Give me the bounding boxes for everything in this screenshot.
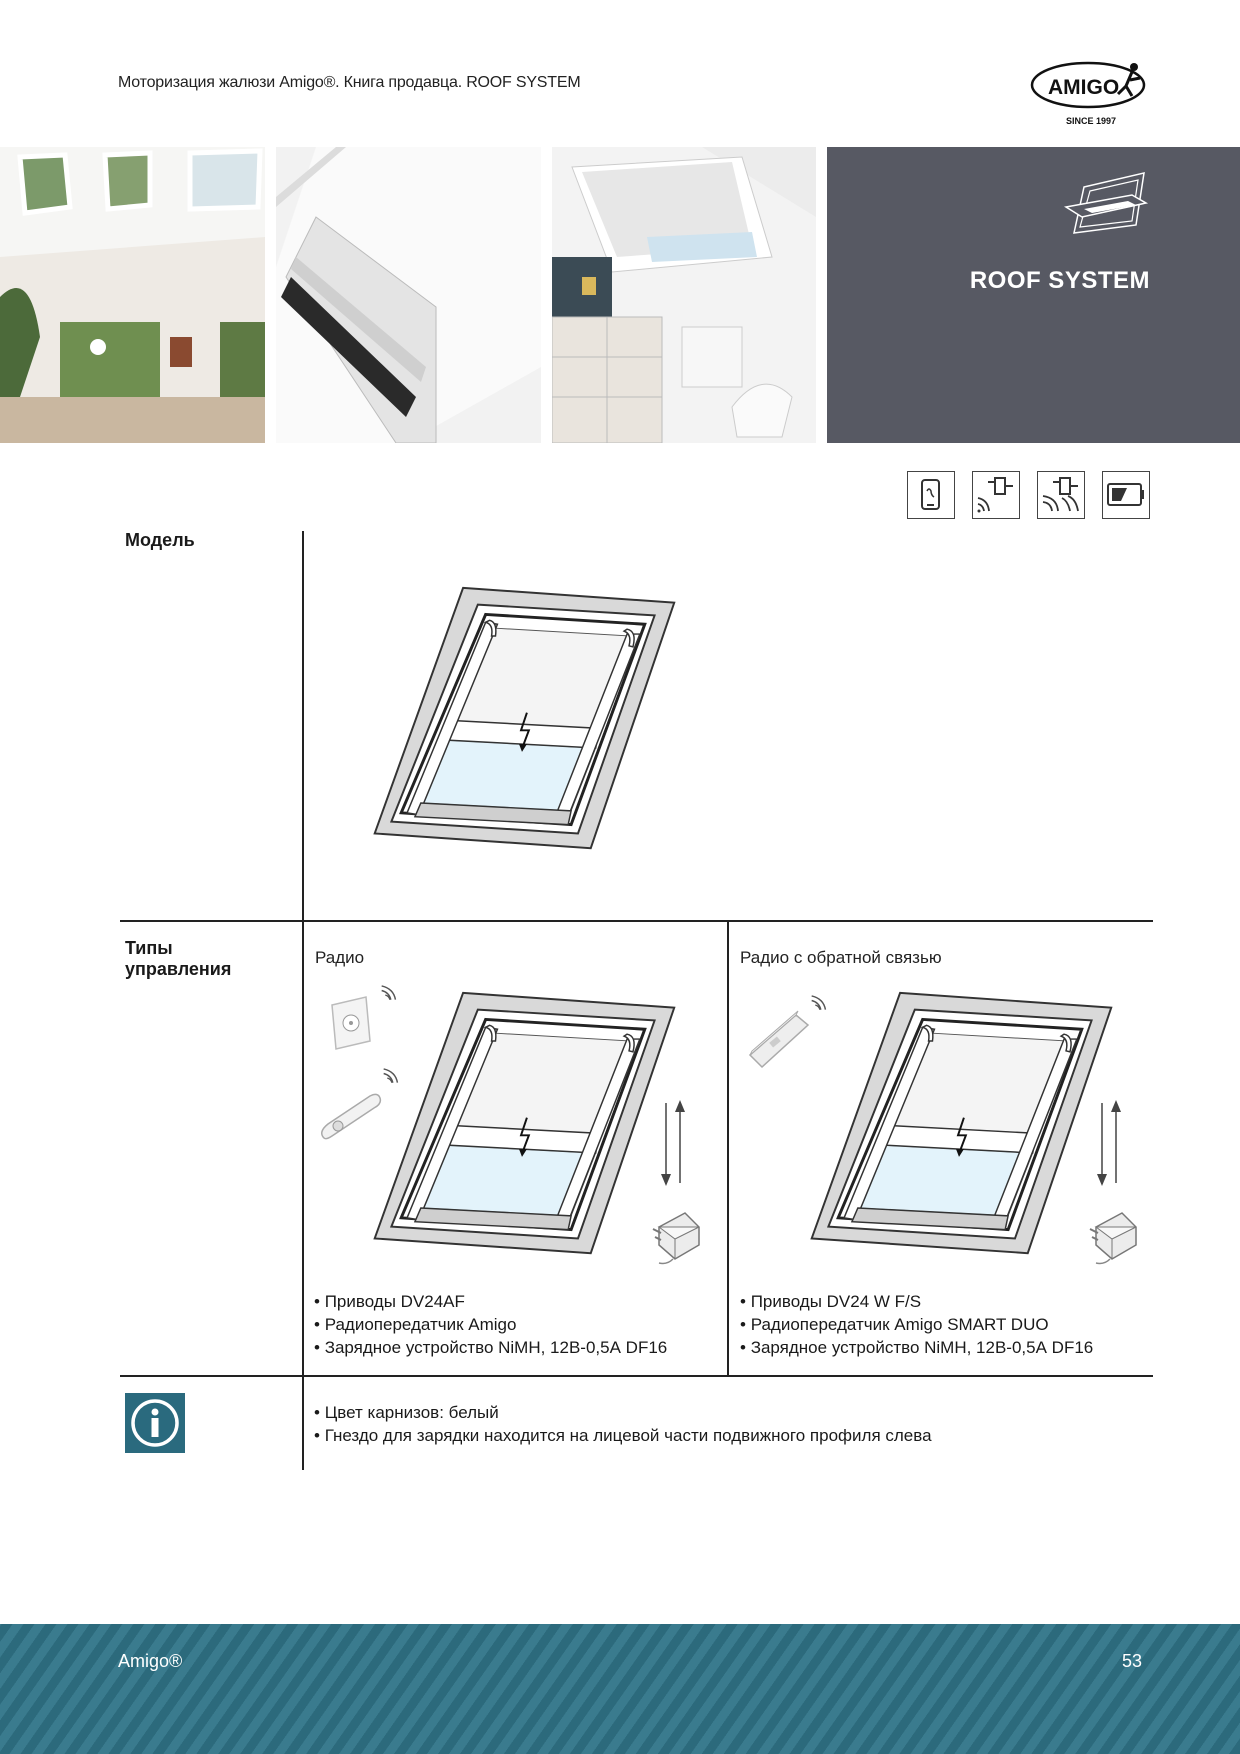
page-footer [0, 1624, 1240, 1754]
banner-title: ROOF SYSTEM [969, 267, 1150, 294]
page-header-title: Моторизация жалюзи Amigo®. Книга продавца. ROOF SYSTEM [118, 74, 581, 91]
photo-attic-bedroom [552, 147, 816, 443]
up-down-arrows-icon [1094, 1098, 1124, 1188]
radio-feedback-motor-icon [1037, 471, 1085, 519]
smartphone-app-icon [907, 471, 955, 519]
page-number: 53 [1121, 1651, 1142, 1671]
info-icon [125, 1393, 185, 1453]
photo-roof-living-room [0, 147, 265, 443]
roof-blind-radio-feedback-drawing [795, 988, 1123, 1263]
roof-blind-radio-drawing [358, 988, 686, 1263]
model-label: Модель [125, 530, 195, 550]
footer-brand: Amigo® [118, 1651, 183, 1671]
roof-blind-model-drawing [358, 583, 686, 858]
photo-roof-rail-closeup [276, 147, 541, 443]
battery-icon [1102, 471, 1150, 519]
svg-text:SINCE 1997: SINCE 1997 [1066, 116, 1117, 126]
charger-image [645, 1205, 705, 1265]
table-row-divider-1 [120, 920, 1153, 922]
roof-window-icon [1062, 169, 1152, 241]
info-notes-list [314, 1401, 1144, 1447]
table-vertical-divider [302, 531, 304, 1470]
list-item: • Зарядное устройство NiMH, 12В-0,5А DF16 [314, 1336, 719, 1359]
radio-motor-icon [972, 471, 1020, 519]
radio-specs-list [314, 1290, 719, 1359]
list-item: • Радиопередатчик Amigo [314, 1313, 719, 1336]
list-item: • Приводы DV24AF [314, 1290, 719, 1313]
radio-feedback-specs-list [740, 1290, 1150, 1359]
list-item: • Радиопередатчик Amigo SMART DUO [740, 1313, 1150, 1336]
list-item: • Приводы DV24 W F/S [740, 1290, 1150, 1313]
table-column-divider [727, 921, 729, 1376]
table-row-divider-2 [120, 1375, 1153, 1377]
list-item: • Гнездо для зарядки находится на лицевой части подвижного профиля слева [314, 1424, 1144, 1447]
list-item: • Зарядное устройство NiMH, 12В-0,5А DF16 [740, 1336, 1150, 1359]
roof-system-banner [827, 147, 1240, 443]
amigo-logo [1030, 58, 1154, 130]
column-title-radio-feedback: Радио с обратной связью [740, 948, 942, 967]
up-down-arrows-icon [658, 1098, 688, 1188]
control-types-label: Типы управления [125, 938, 232, 979]
column-title-radio: Радио [315, 948, 365, 967]
svg-text:AMIGO: AMIGO [1048, 76, 1120, 99]
list-item: • Цвет карнизов: белый [314, 1401, 1144, 1424]
charger-image [1082, 1205, 1142, 1265]
